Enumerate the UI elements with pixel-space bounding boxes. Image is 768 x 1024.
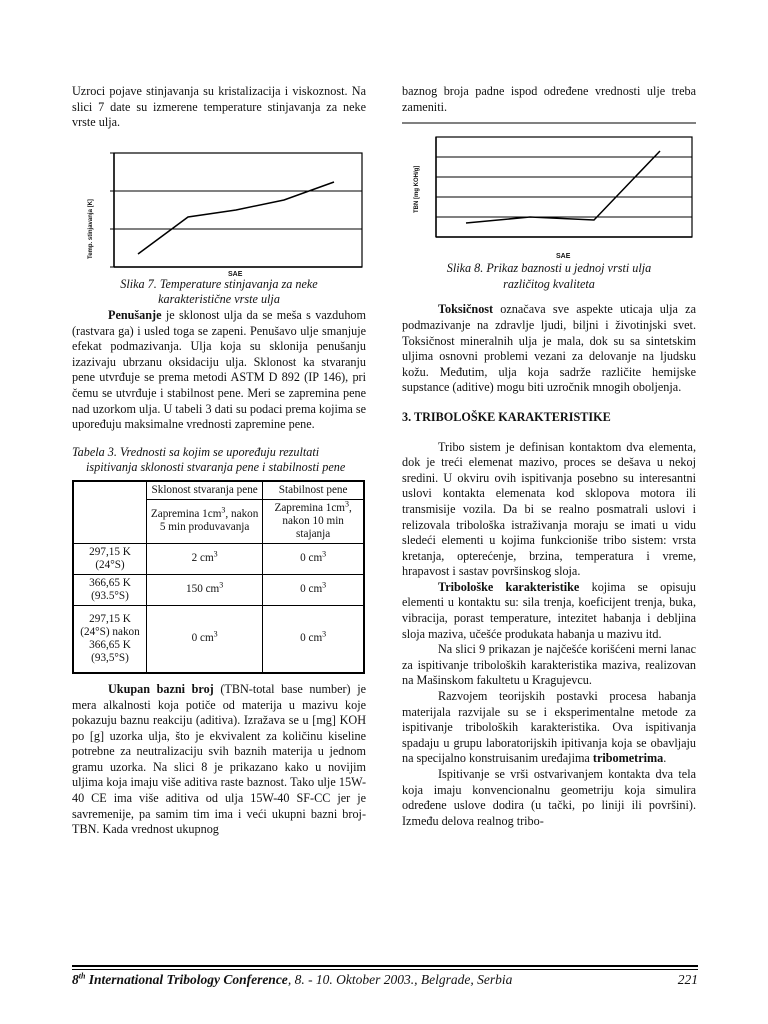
paragraph-triboloske-text: kojima se opisuju elementi u kontaktu su: sila trenja, koeficijent trenja, buka, vibracija, porast temperature, intezitet habanja i debljina sloja maziva, učešće produkata habanja u mazivu itd. — [402, 579, 696, 641]
term-ukupan-bazni-broj: Ukupan bazni broj — [108, 681, 214, 696]
footer-rule — [72, 965, 698, 967]
table-row — [73, 543, 364, 574]
cell-value: 150 $cm^3$ — [147, 574, 263, 605]
table-3 — [72, 480, 365, 674]
paragraph-razvoj-text: Razvojem teorijskih postavki procesa habanja materijala razvijale su se i eksperimentalne metode za ispitivanje triboloških karakteristika. Ova ispitivanja spadaju u grupu laboratorijskih ipitivanja koja se obavljaju na specijalno konstruisanim uređajima — [402, 689, 696, 766]
fig8-series-line — [466, 151, 660, 223]
col-header-sklonost: Sklonost stvaranja pene — [147, 481, 263, 500]
paragraph-penusanje — [72, 308, 366, 433]
row-label: 297,15 K (24°S) — [73, 543, 147, 574]
figure-7-chart — [72, 139, 366, 277]
paragraph-stinjavanje: Uzroci pojave stinjavanja su kristalizacija i viskoznost. Na slici 7 date su izmerene temperature stinjavanja za neke vrste ulja. — [72, 84, 366, 130]
paragraph-razvoj-end: . — [663, 751, 667, 766]
fig8-ylabel: TBN [mg KOH/g] — [414, 165, 420, 214]
paragraph-triboloske-karakteristike — [402, 580, 696, 642]
row-label: 297,15 K (24°S) nakon 366,65 K (93,5°S) — [73, 605, 147, 673]
cell-value: 0 $cm^3$ — [263, 605, 364, 673]
row-label: 366,65 K (93.5°S) — [73, 574, 147, 605]
footer-conference: 8th International Tribology Conference — [72, 971, 288, 987]
paragraph-slika-9: Na slici 9 prikazan je najčešće korišćeni merni lanac za ispitivanje triboloških karakteristika maziva, realizovan na Mašinskom fakultetu u Kragujevcu. — [402, 642, 696, 688]
paragraph-tbn-continued: baznog broja padne ispod određene vrednosti ulje treba zameniti. — [402, 84, 696, 114]
figure-7-caption: Slika 7. Temperature stinjavanja za neke karakteristične vrste ulja — [120, 276, 318, 307]
fig7-series-line — [138, 182, 334, 254]
cell-value: 0 $cm^3$ — [263, 543, 364, 574]
term-toksicnost: Toksičnost — [438, 302, 494, 317]
figure-8-svg — [402, 121, 696, 261]
page-number: 221 — [677, 972, 698, 987]
cell-value: 2 $cm^3$ — [147, 543, 263, 574]
paragraph-penusanje-text: je sklonost ulja da se meša s vazduhom (rastvara ga) i usled toga se zapeni. Penušavo ulje smanjuje efekat podmazivanja. Ulja koja su sklonija penušanju izazivaju ubrzanu oksidaciju ulja. Sklonost ka stvaranju pene utvrđuje se prema metodi ASTM D 892 (IP 146), pri čemu se utvrđuje i stabilnost pene. Meri se zapremina pene nad uzorkom ulja. U tabeli 3 dati su podaci prema kojima se upoređuju maksimalne vrednosti zapremine pene. — [72, 307, 366, 432]
paragraph-ispitivanje: Ispitivanje se vrši ostvarivanjem kontakta dva tela koja imaju konvencionalnu geometriju koja simulira određene uslove dodira (u tački, po liniji ili površini). Između delova realnog tribo- — [402, 767, 696, 828]
cell-value: 0 $cm^3$ — [263, 574, 364, 605]
paragraph-toksicnost-text: označava sve aspekte uticaja ulja za podmazivanje na zdravlje ljudi, biljni i životinjski svet. Toksičnost mineralnih ulja je mala, dok su sa sintetskim uljima osnovni problemi vezani za delovanje na ljudsku kožu. Međutim, ulja koja sadrže različite hemijske supstance (aditive) mogu biti uzročnik mnogih oboljenja. — [402, 302, 696, 395]
table-row — [73, 605, 364, 673]
paragraph-tribo-sistem: Tribo sistem je definisan kontaktom dva elementa, dok je treći elemenat mazivo, proces se dešava u nekoj sredini. U okviru ovih ispitivanja posebno su interesantni uslovi kontakta elemenata kod sklopova motora ili transmisije vozila. Da bi se realno posmatrali uslovi i relizovala tribološka istraživanja moraju se imati u vidu sledeći elementi u kojima funkcioniše tribo sistem: vrsta kretanja, opterećenje, brzina, temperatura i vreme, hrapavost i sastav površinskog sloja. — [402, 439, 696, 579]
figure-8-caption: Slika 8. Prikaz baznosti u jednoj vrsti ulja različitog kvaliteta — [446, 261, 652, 291]
term-tribometrima: tribometrima — [592, 751, 664, 766]
table-3-caption: Tabela 3. Vrednosti sa kojim se upoređuju rezultati ispitivanja sklonosti stvaranja pene i stabilnosti pene — [72, 444, 346, 475]
cell-value: 0 $cm^3$ — [147, 605, 263, 673]
fig7-ylabel: Temp. stinjavanja [K] — [88, 198, 94, 259]
fig8-xlabel: SAE — [556, 253, 571, 261]
page-footer — [72, 972, 698, 988]
paragraph-razvoj — [402, 689, 696, 767]
subheader-stabilnost: Zapremina $1cm^3$, nakon 10 min stajanja — [263, 499, 364, 543]
fig7-xlabel: SAE — [228, 270, 243, 278]
figure-8-chart — [402, 121, 696, 261]
left-column — [72, 84, 366, 838]
term-triboloske-karakteristike: Tribološke karakteristike — [438, 579, 580, 594]
col-header-stabilnost: Stabilnost pene — [263, 481, 364, 500]
table-row — [73, 574, 364, 605]
section-heading: 3. TRIBOLOŠKE KARAKTERISTIKE — [402, 409, 611, 424]
footer-date-place: , 8. - 10. Oktober 2003., Belgrade, Serbia — [287, 972, 513, 987]
subheader-sklonost: Zapremina $1cm^3$, nakon 5 min produvavanja — [147, 499, 263, 543]
paragraph-toksicnost — [402, 302, 696, 396]
right-column — [402, 84, 696, 829]
paragraph-tbn — [72, 682, 366, 838]
term-penusanje: Penušanje — [108, 307, 162, 322]
table-corner — [73, 481, 147, 544]
paragraph-tbn-text: (TBN-total base number) je mera alkalnosti koja potiče od materija u mazivu koje pokazuju baznu reakciju (aditiva). Izražava se u [mg] KOH po [g] uzorka ulja, što je ekvivalent za količinu kiseline potrebne za neutralizaciju svih baznih materija u jednom gramu uzorka. Na slici 8 je prikazano kako u novijim uljima koja imaju više aditiva raste baznost. Tako ulje 15W-40 CE ima više aditiva od ulja 15W-40 SF-CC jer je savremenije, pa samim tim ima i veći ukupni bazni broj-TBN. Kada vrednost ukupnog — [72, 681, 366, 837]
footer-rule-thin — [72, 969, 698, 970]
figure-7-svg — [72, 139, 366, 277]
